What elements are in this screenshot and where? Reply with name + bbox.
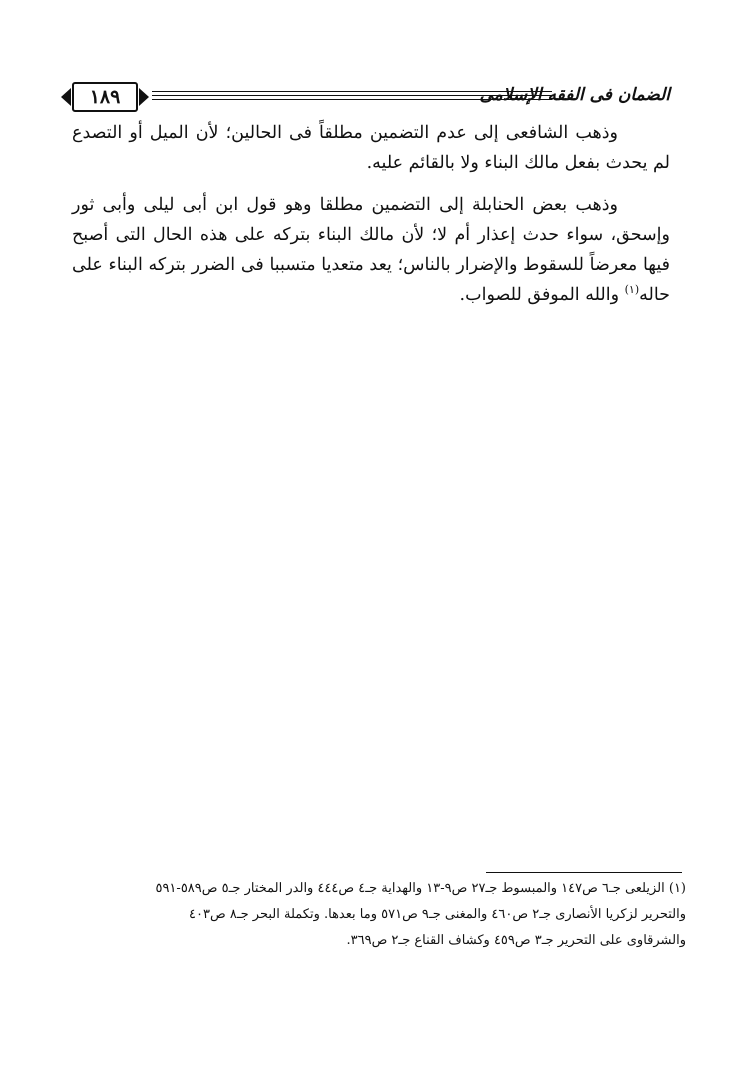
running-header: [72, 80, 670, 116]
footnote-reference[interactable]: (١): [624, 283, 640, 297]
page-number-right-ornament: [139, 88, 149, 106]
page-number-left-ornament: [61, 88, 71, 106]
footnote-separator: [486, 872, 682, 873]
main-text: [72, 118, 670, 310]
footnote-line: (١) الزيلعى جـ٦ ص١٤٧ والمبسوط جـ٢٧ ص٩-١٣ والهداية جـ٤ ص٤٤٤ والدر المختار جـ٥ ص٥٨٩-٥٩١: [155, 881, 686, 896]
book-title: الضمان فى الفقه الإسلامى: [479, 85, 670, 105]
paragraph: وذهب الشافعى إلى عدم التضمين مطلقاً فى الحالين؛ لأن الميل أو التصدع لم يحدث بفعل مالك البناء ولا بالقائم عليه.: [72, 123, 670, 173]
paragraph: [72, 190, 670, 310]
paragraph-text: وذهب بعض الحنابلة إلى التضمين مطلقا وهو قول ابن أبى ليلى وأبى ثور وإسحق، سواء حدث إعذار أم لا؛ لأن مالك البناء بتركه على هذه الحال التى أصبح فيها معرضاً للسقوط والإضرار بالناس؛ يعد متعديا متسببا فى الضرر بتركه البناء على حاله: [72, 195, 670, 305]
footnote-line: والشرقاوى على التحرير جـ٣ ص٤٥٩ وكشاف القناع جـ٢ ص٣٦٩.: [346, 933, 686, 948]
footnote-line: والتحرير لزكريا الأنصارى جـ٢ ص٤٦٠ والمغنى جـ٩ ص٥٧١ وما بعدها. وتكملة البحر جـ٨ ص٤٠٣: [189, 907, 686, 922]
page-number: ١٨٩: [89, 86, 121, 108]
page-number-box: [72, 82, 138, 112]
paragraph-text-end: والله الموفق للصواب.: [459, 285, 625, 305]
footnote: [72, 876, 686, 954]
